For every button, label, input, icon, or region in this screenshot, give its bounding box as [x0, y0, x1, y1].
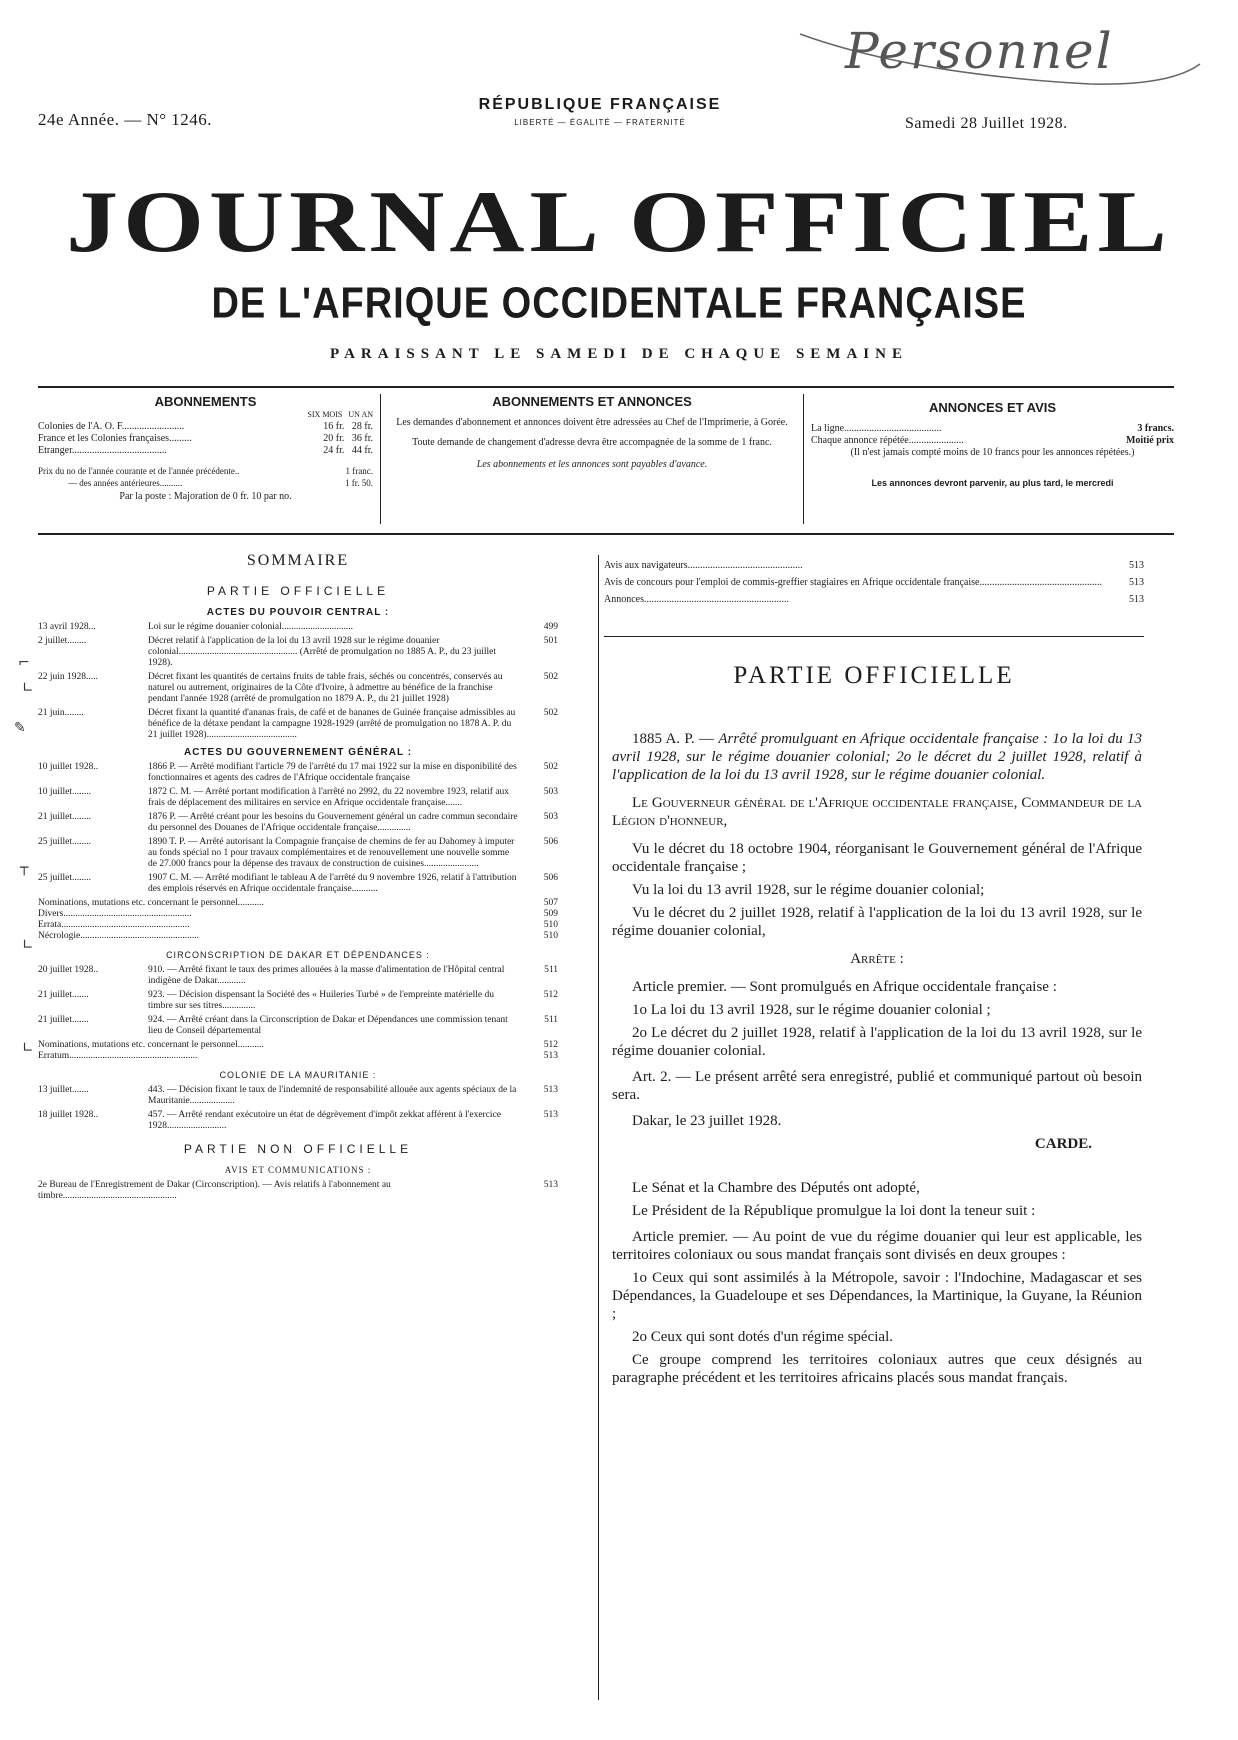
- toc-entry: 21 juin........ Décret fixant la quantité d'ananas frais, de café et de bananes de Guinée française admissibles au bénéfice de la détaxe pendant la campagne 1928-1929 (arrêté de promulgation no 1878 A. P. du 21 juillet 1928)...................................... 502: [38, 708, 558, 740]
- column-divider: [598, 555, 599, 1700]
- partie-officielle-label: PARTIE OFFICIELLE: [206, 584, 390, 598]
- price-row: — des années antérieures.......... 1 fr. 50.: [68, 478, 373, 488]
- toc-misc-entry: Avis de concours pour l'emploi de commis-greffier stagiaires en Afrique occidentale française................................................. 513: [604, 577, 1144, 588]
- article-item: 1o La loi du 13 avril 1928, sur le régime douanier colonial ;: [632, 1002, 991, 1018]
- toc-misc-entry: Avis aux navigateurs.............................................. 513: [604, 560, 1144, 571]
- toc-misc-entry: Annonces.......................................................... 513: [604, 594, 1144, 605]
- vu-clause: Vu le décret du 2 juillet 1928, relatif à l'application de la loi du 13 avril 1928, sur le régime douanier colonial,: [612, 905, 1142, 939]
- handwritten-annotation: [790, 14, 1210, 94]
- annonces-avis-title: ANNONCES ET AVIS: [928, 400, 1057, 415]
- article-body: [612, 730, 1142, 1392]
- loi-group: 2o Ceux qui sont dotés d'un régime spécial.: [632, 1329, 893, 1345]
- toc-misc-entry: Nominations, mutations etc. concernant le personnel........... 507: [38, 898, 558, 908]
- sommaire-continuation: [604, 560, 1144, 611]
- toc-misc-entry: Errata...................................................... 510: [38, 920, 558, 930]
- loi-group-description: Ce groupe comprend les territoires coloniaux autres que ceux désignés au paragraphe précédent et les territoires africains placés sous mandat français.: [612, 1352, 1142, 1386]
- toc-entry: 18 juillet 1928.. 457. — Arrêté rendant exécutoire un état de dégrèvement d'impôt zekkat afférent à l'exercice 1928......................... 513: [38, 1110, 558, 1131]
- abonnements-annonces-column: ABONNEMENTS ET ANNONCES Les demandes d'abonnement et annonces doivent être adressées au Chef de l'Imprimerie, à Gorée. Toute demande de changement d'adresse devra être accompagnée de la somme de 1 franc. Les abonnements et les annonces sont payables d'avance.: [388, 394, 796, 524]
- toc-entry: 21 juillet........ 1876 P. — Arrêté créant pour les besoins du Gouvernement général un cadre commun secondaire du personnel des Douanes de l'Afrique occidentale française.............. 503: [38, 812, 558, 833]
- abonnement-row: Etranger...................................... 24 fr. 44 fr.: [38, 445, 373, 456]
- sommaire-title: SOMMAIRE: [246, 552, 350, 569]
- senat-line: Le Sénat et la Chambre des Députés ont adopté,: [632, 1180, 920, 1196]
- year-issue: 24e Année. — N° 1246.: [38, 110, 213, 129]
- signature: CARDE.: [1034, 1136, 1092, 1152]
- abonnements-column: [38, 394, 373, 524]
- actes-gouvernement-heading: ACTES DU GOUVERNEMENT GÉNÉRAL :: [183, 747, 413, 758]
- partie-non-officielle-label: PARTIE NON OFFICIELLE: [183, 1142, 413, 1156]
- toc-entry: 25 juillet........ 1907 C. M. — Arrêté modifiant le tableau A de l'arrêté du 9 novembre 1926, relatif à l'attribution des emplois réservés en Afrique occidentale française........... 506: [38, 873, 558, 894]
- abonnement-row: Colonies de l'A. O. F......................... 16 fr. 28 fr.: [38, 421, 373, 432]
- toc-entry: 21 juillet....... 924. — Arrêté créant dans la Circonscription de Dakar et Dépendances une commission tenant lieu de Conseil départemental 511: [38, 1015, 558, 1036]
- vu-clause: Vu le décret du 18 octobre 1904, réorganisant le Gouvernement général de l'Afrique occidentale française ;: [612, 841, 1142, 875]
- toc-misc-entry: Divers...................................................... 509: [38, 909, 558, 919]
- sommaire-column: [38, 552, 558, 1202]
- partie-officielle-title: PARTIE OFFICIELLE: [733, 662, 1015, 689]
- journal-title: JOURNAL OFFICIEL: [66, 172, 1172, 271]
- toc-entry: 22 juin 1928..... Décret fixant les quantités de certains fruits de table frais, séchés ou concentrés, conservés au naturel ou autrement, originaires de la Côte d'Ivoire, à admettre au bénéfice de la franchise pendant l'année 1928 (arrêté de promulgation no 1879 A. P., du 21 juillet 1928) 502: [38, 672, 558, 704]
- place-date: Dakar, le 23 juillet 1928.: [632, 1113, 782, 1129]
- article-item: 2o Le décret du 2 juillet 1928, relatif à l'application de la loi du 13 avril 1928, sur le régime douanier colonial.: [612, 1025, 1142, 1059]
- abonnement-row: France et les Colonies françaises......... 20 fr. 36 fr.: [38, 433, 373, 444]
- arrete-heading: 1885 A. P. — Arrêté promulguant en Afrique occidentale française : 1o la loi du 13 avril 1928, sur le régime douanier colonial; 2o le décret du 2 juillet 1928, relatif à l'application de la loi du 13 avril 1928, sur le régime douanier colonial.: [612, 731, 1142, 783]
- journal-tagline: PARAISSANT LE SAMEDI DE CHAQUE SEMAINE: [330, 346, 908, 362]
- toc-misc-entry: 2e Bureau de l'Enregistrement de Dakar (Circonscription). — Avis relatifs à l'abonnement au timbre................................................ 513: [38, 1180, 558, 1201]
- republic-motto: LIBERTÉ — ÉGALITÉ — FRATERNITÉ: [514, 118, 686, 127]
- arrete-label: Arrête :: [850, 951, 904, 967]
- margin-mark-icon: ∟: [22, 937, 34, 953]
- issue-date: Samedi 28 Juillet 1928.: [905, 115, 1068, 132]
- margin-mark-icon: ∟: [22, 1040, 34, 1056]
- loi-group: 1o Ceux qui sont assimilés à la Métropole, savoir : l'Indochine, Madagascar et ses Dépendances, la Guadeloupe et ses Dépendances, la Martinique, la Guyane, la Réunion ;: [612, 1270, 1142, 1322]
- toc-entry: 20 juillet 1928.. 910. — Arrêté fixant le taux des primes allouées à la masse d'alimentation de l'Hôpital central indigène de Dakar............ 511: [38, 965, 558, 986]
- margin-mark-icon: ⌐: [18, 655, 30, 671]
- circonscription-heading: CIRCONSCRIPTION DE DAKAR ET DÉPENDANCES :: [166, 950, 430, 960]
- republic-block: [430, 96, 770, 127]
- toc-misc-entry: Nécrologie.................................................. 510: [38, 931, 558, 941]
- toc-entry: 25 juillet........ 1890 T. P. — Arrêté autorisant la Compagnie française de chemins de fer au Dahomey à imputer au fonds spécial no 1 pour travaux complémentaires et de renouvellement une nouvelle somme de 27.000 francs pour la dépense des travaux de construction de cuisines....................... 506: [38, 837, 558, 869]
- abonnements-title: ABONNEMENTS: [154, 394, 257, 409]
- toc-entry: 13 juillet....... 443. — Décision fixant le taux de l'indemnité de responsabilité allouée aux agents spéciaux de la Mauritanie................... 513: [38, 1085, 558, 1106]
- president-line: Le Président de la République promulgue la loi dont la teneur suit :: [632, 1203, 1036, 1219]
- actes-pouvoir-heading: ACTES DU POUVOIR CENTRAL :: [206, 607, 390, 618]
- toc-entry: 2 juillet........ Décret relatif à l'application de la loi du 13 avril 1928 sur le régime douanier colonial.................................................. (Arrêté de promulgation no 1885 A. P., du 23 juillet 1928). 501: [38, 636, 558, 668]
- annonces-avis-column: ANNONCES ET AVIS La ligne....................................... 3 francs. Chaque annonce répétée...................... Moitié prix (Il n'est jamais compté moins de 10 francs pour les annonces répétées.) Les annonces devront parvenir, au plus tard, le mercredi: [811, 400, 1174, 488]
- toc-misc-entry: Nominations, mutations etc. concernant le personnel........... 512: [38, 1040, 558, 1050]
- article-deux: Art. 2. — Le présent arrêté sera enregistré, publié et communiqué partout où besoin sera.: [612, 1069, 1142, 1103]
- toc-entry: 21 juillet....... 923. — Décision dispensant la Société des « Huileries Turbé » de l'empreinte matérielle du timbre sur ses titres.............. 512: [38, 990, 558, 1011]
- abonnements-annonces-title: ABONNEMENTS ET ANNONCES: [492, 394, 692, 409]
- price-row: Prix du no de l'année courante et de l'année précédente.. 1 franc.: [38, 466, 373, 476]
- loi-article-premier: Article premier. — Au point de vue du régime douanier qui leur est applicable, les territoires coloniaux ou sous mandat français sont divisés en deux groupes :: [612, 1229, 1142, 1263]
- journal-subtitle: DE L'AFRIQUE OCCIDENTALE FRANÇAISE: [211, 279, 1027, 329]
- box-divider: [803, 394, 804, 524]
- article-premier: Article premier. — Sont promulgués en Afrique occidentale française :: [632, 979, 1057, 995]
- handwritten-note: Personnel: [845, 22, 1114, 80]
- margin-mark-icon: ✎: [14, 720, 26, 736]
- republic-label: RÉPUBLIQUE FRANÇAISE: [478, 96, 722, 113]
- avis-communications-heading: AVIS ET COMMUNICATIONS :: [224, 1165, 372, 1175]
- toc-entry: 10 juillet........ 1872 C. M. — Arrêté portant modification à l'arrêté no 2992, du 22 novembre 1923, relatif aux frais de déplacement des militaires en service en Afrique occidentale française....... 503: [38, 787, 558, 808]
- col-un-an: UN AN: [348, 410, 373, 419]
- box-divider: [380, 394, 381, 524]
- col-six-mois: SIX MOIS: [307, 410, 343, 419]
- margin-mark-icon: ∟: [22, 680, 34, 696]
- subscription-box: [38, 386, 1174, 535]
- toc-entry: 13 avril 1928... Loi sur le régime douanier colonial.............................. 499: [38, 622, 558, 632]
- section-rule: [604, 636, 1144, 637]
- poste-note: Par la poste : Majoration de 0 fr. 10 par no.: [119, 491, 292, 502]
- toc-misc-entry: Erratum...................................................... 513: [38, 1051, 558, 1061]
- toc-entry: 10 juillet 1928.. 1866 P. — Arrêté modifiant l'article 79 de l'arrêté du 17 mai 1922 sur la mise en disponibilité des fonctionnaires et agents des cadres de l'Afrique occidentale française 502: [38, 762, 558, 783]
- gouverneur-line: Le Gouverneur général de l'Afrique occidentale française, Commandeur de la Légion d'honneur,: [612, 795, 1142, 829]
- margin-mark-icon: ┬: [20, 860, 29, 876]
- vu-clause: Vu la loi du 13 avril 1928, sur le régime douanier colonial;: [632, 882, 985, 898]
- mauritanie-heading: COLONIE DE LA MAURITANIE :: [219, 1070, 377, 1080]
